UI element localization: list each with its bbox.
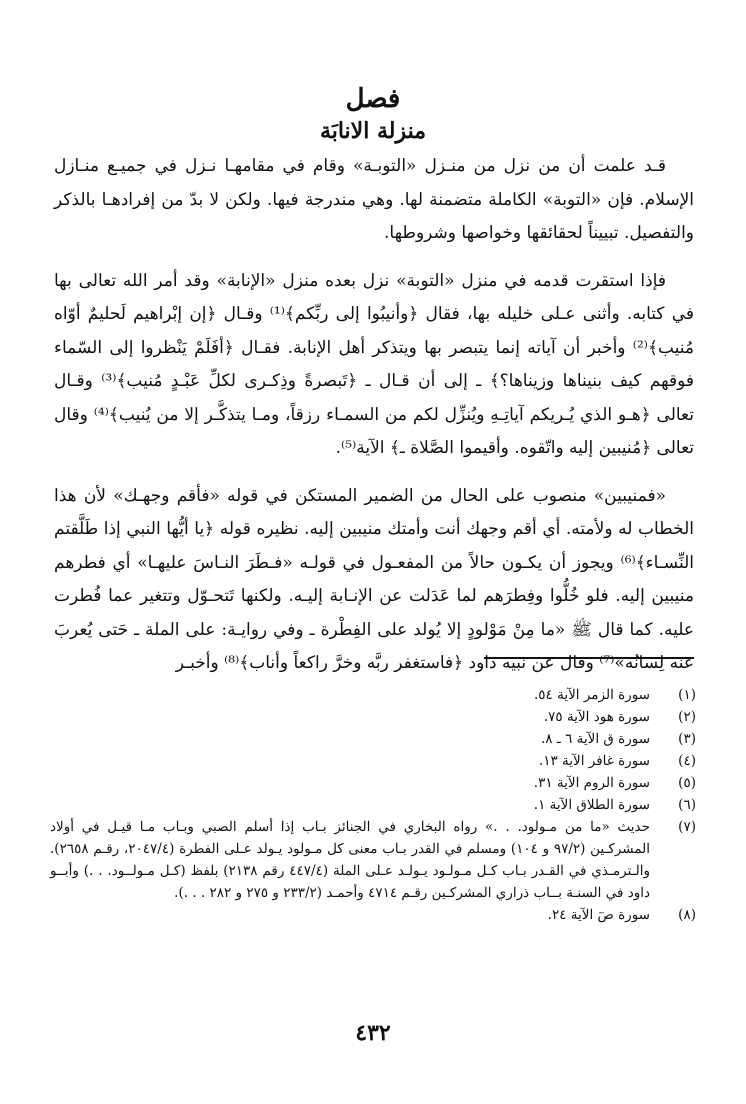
section-subtitle: منزلة الانابَة bbox=[319, 118, 427, 144]
footnote-number: (٧) bbox=[678, 819, 696, 835]
footnote-text: سورة ق الآية ٦ ـ ٨. bbox=[540, 731, 650, 747]
footnote-number: (٤) bbox=[678, 753, 696, 769]
footnote-item bbox=[50, 684, 696, 706]
footnote-number: (٥) bbox=[678, 775, 696, 791]
footnote-item bbox=[50, 904, 696, 926]
footnote-item bbox=[50, 794, 696, 816]
footnote-item bbox=[50, 706, 696, 728]
section-title: فصل bbox=[345, 84, 401, 114]
footnote-text: سورة الروم الآية ٣١. bbox=[533, 775, 650, 791]
footnote-text: سورة هود الآية ٧٥. bbox=[543, 709, 650, 725]
footnotes bbox=[50, 684, 696, 926]
footnote-text: حديث «ما من مـولود. . .» رواه البخاري في الجنائز بـاب إذا أسلم الصبي وبـاب مـا قيـل في أولاد المشركـين (٩٧/٢ و ١٠٤) ومسلم في القدر بـاب معنى كل مـولود يـولد عـلى الفطرة (٢٠٤٧/٤، رقـم ٢٦٥٨). والـترمـذي في القـدر بـاب كـل مـولـود يـولـد عـلى الملة (٤٤٧/٤ رقم ٢١٣٨) بلفظ (كـل مـولــود. . .) وأبــو داود في السنـة بــاب ذراري المشركـين رقـم ٤٧١٤ وأحمـد (٢٣٣/٢ و ٢٧٥ و ٢٨٢ . . .). bbox=[50, 819, 651, 901]
footnote-item bbox=[50, 772, 696, 794]
footnote-number: (٣) bbox=[678, 731, 696, 747]
page-number: ٤٣٢ bbox=[355, 1020, 391, 1046]
footnote-number: (١) bbox=[678, 687, 696, 703]
paragraph: قـد علمت أن من نزل من منـزل «التوبـة» وقام في مقامهـا نـزل في جميـع منـازل الإسلام. فإن «التوبة» الكاملة متضمنة لها. وهي مندرجة فيها. ولكن لا بدّ من إفرادهـا بالذكر والتفصيل. تبييناً لحقائقها وخواصها وشروطها. bbox=[54, 156, 694, 243]
footnote-item bbox=[50, 750, 696, 772]
footnote-text: سورة صٓ الآية ٢٤. bbox=[547, 907, 650, 923]
footnote-number: (٢) bbox=[678, 709, 696, 725]
footnote-divider bbox=[484, 657, 694, 659]
paragraph: «فمنيبين» منصوب على الحال من الضمير المستكن في قوله «فأقم وجهـك» لأن هذا الخطاب له ولأمته. أي أقم وجهك أنت وأمتك منيبين إليه. نظيره قوله ﴿يا أيُّها النبي إذا طَلَّقتم النِّسـاء﴾⁽⁶⁾ ويجوز أن يكـون حالاً من المفعـول في قولـه «فـطَرَ النـاسَ عليهـا» أي فطرهم منيبين إليه. فلو خُلُّوا وفِطرَهم لما عَدَلت عن الإنـابة إليـه. ولكنها تَتحـوّل وتتغير عما فُطرت عليه. كما قال ﷺ «ما مِنْ مَوْلودٍ إلا يُولد على الفِطْرة ـ وفي روايـة: على الملة ـ حَتى يُعربَ عنه لِسانُه»⁽⁷⁾ وقال عن نبيه داود ﴿فاستغفر ربَّه وخرَّ راكعاً وأناب﴾⁽⁸⁾ وأخبـر bbox=[54, 485, 695, 673]
body-text bbox=[54, 150, 694, 681]
footnote-item bbox=[50, 728, 696, 750]
footnote-item bbox=[50, 816, 696, 904]
footnote-text: سورة الطلاق الآية ١. bbox=[533, 797, 650, 813]
footnote-number: (٦) bbox=[678, 797, 696, 813]
footnote-text: سورة الزمر الآية ٥٤. bbox=[533, 687, 650, 703]
footnote-number: (٨) bbox=[678, 907, 696, 923]
footnote-text: سورة غافر الآية ١٣. bbox=[538, 753, 650, 769]
paragraph: فإذا استقرت قدمه في منزل «التوبة» نزل بعده منزل «الإنابة» وقد أمر الله تعالى بها في كتابه. وأثنى عـلى خليله بها، فقال ﴿وأنيبُوا إلى ربِّكم﴾⁽¹⁾ وقـال ﴿إن إبْراهيم لَحليمٌ أوّاه مُنيب﴾⁽²⁾ وأخبر أن آياته إنما يتبصر بها ويتذكر أهل الإنابة. فقـال ﴿أفَلَمْ يَنْظروا إلى السّماء فوقهم كيف بنيناها وزيناها؟﴾ ـ إلى أن قـال ـ ﴿تَبصرةً وذِكـرى لكلِّ عَبْـدٍ مُنيب﴾⁽³⁾ وقـال تعالى ﴿هـو الذي يُـريكم آياتِـهِ ويُنزِّل لكم من السمـاء رزقاً، ومـا يتذكَّـر إلا من يُنيب﴾⁽⁴⁾ وقال تعالى ﴿مُنيبين إليه واتّقوه. وأقيموا الصَّلاة ـ﴾ الآية⁽⁵⁾. bbox=[54, 270, 694, 458]
chapter-heading bbox=[0, 82, 746, 146]
